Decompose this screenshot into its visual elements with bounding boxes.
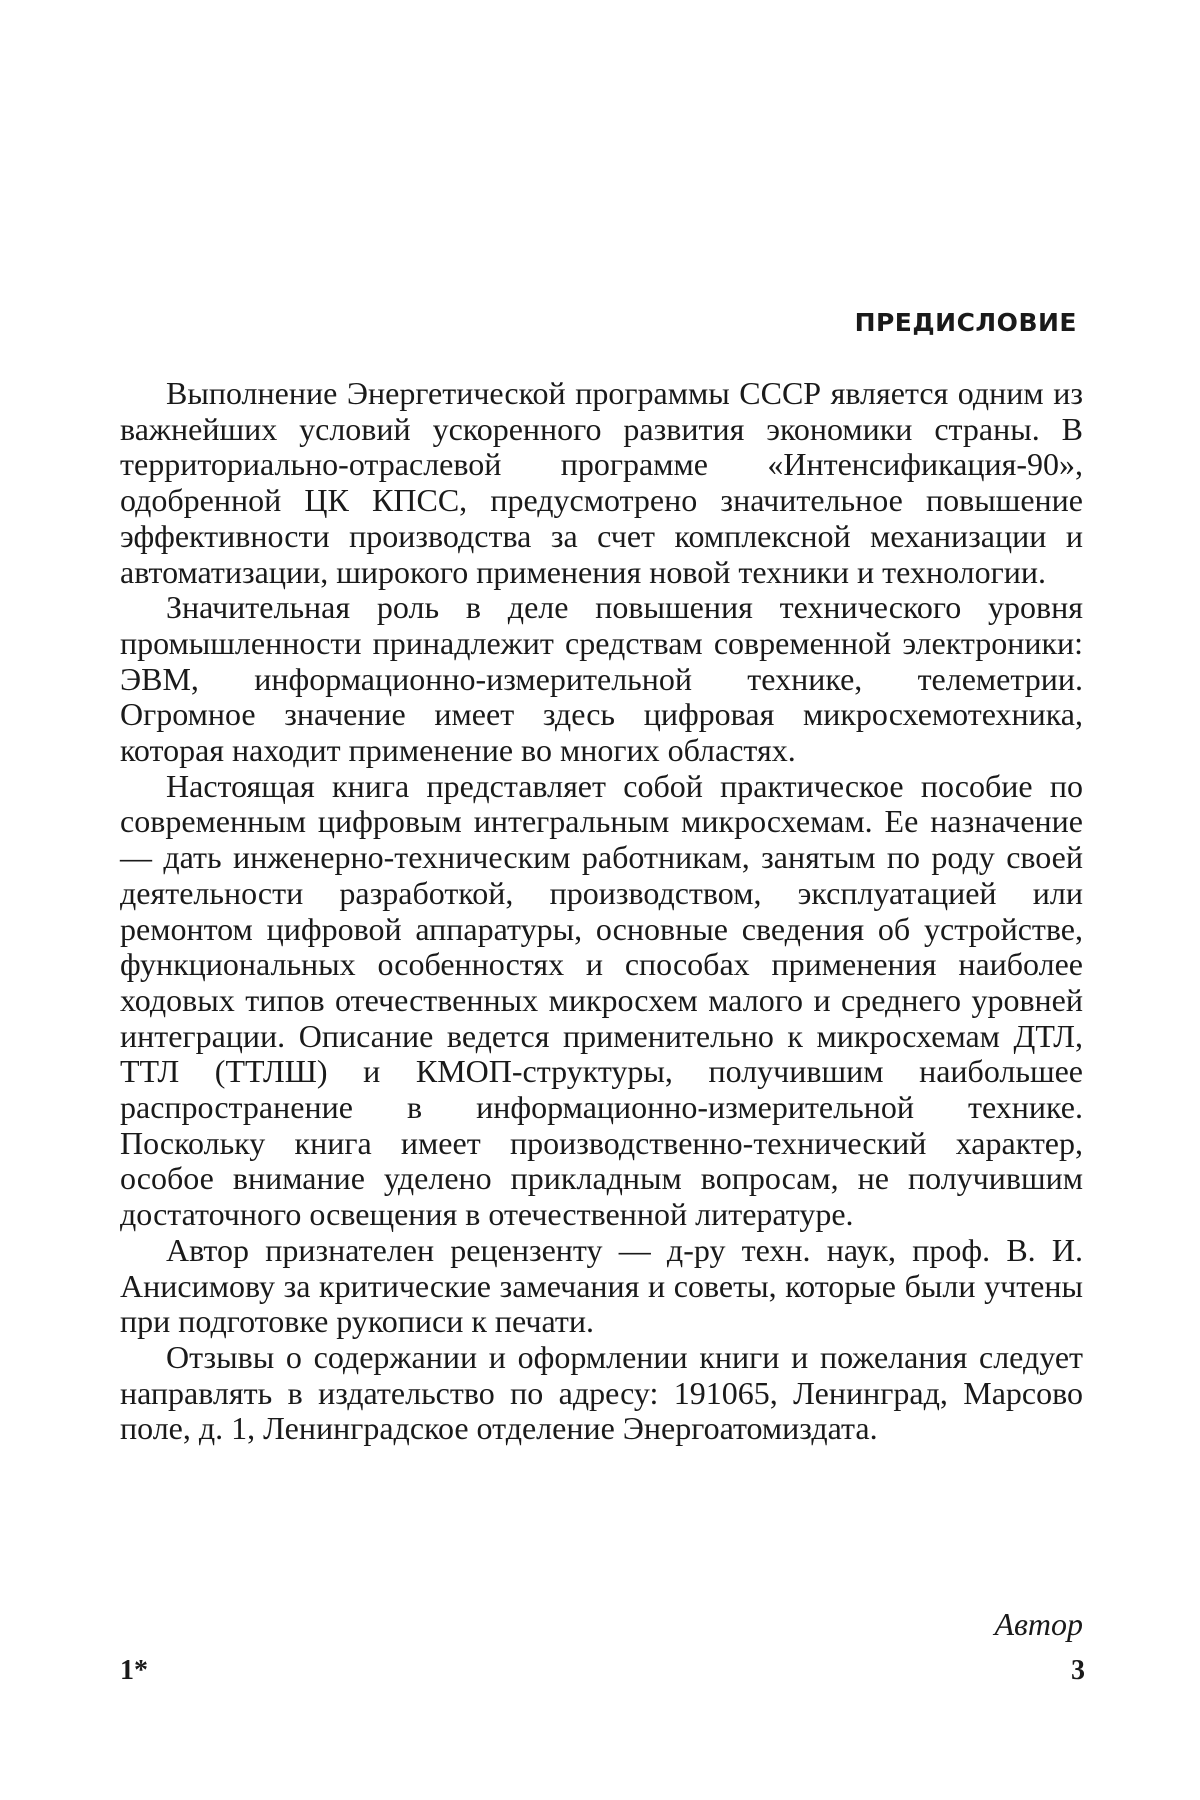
page-title: ПРЕДИСЛОВИЕ xyxy=(854,308,1077,337)
paragraph-feedback-address: Отзывы о содержании и оформлении книги и пожелания следует направлять в издательство по адресу: 191065, Ленинград, Марсово поле, д. 1, Ленинградское отделение Энергоатомиздата. xyxy=(120,1338,1083,1447)
author-signature: Автор xyxy=(994,1606,1083,1642)
page-number: 3 xyxy=(1071,1655,1085,1686)
paragraph-energy-program: Выполнение Энергетической программы СССР является одним из важнейших условий ускоренного развития экономики страны. В территориально-отраслевой программе «Интенсификация-90», одобренной ЦК КПСС, предусмотрено значительное повышение эффективности производства за счет комплексной механизации и автоматизации, широкого применения новой техники и технологии. xyxy=(120,375,1083,590)
signature-mark: 1* xyxy=(120,1655,148,1686)
paragraph-book-purpose: Настоящая книга представляет собой практическое пособие по современным цифровым интегральным микросхемам. Ее назначение — дать инженерно-техническим работникам, занятым по роду своей деятельности разработкой, производством, эксплуатацией или ремонтом цифровой аппаратуры, основные сведения об устройстве, функциональных особенностях и способах применения наиболее ходовых типов отечественных микросхем малого и среднего уровней интеграции. Описание ведется применительно к микросхемам ДТЛ, ТТЛ (ТТЛШ) и КМОП-структуры, получившим наибольшее распространение в информационно-измерительной технике. Поскольку книга имеет производственно-технический характер, особое внимание уделено прикладным вопросам, не получившим достаточного освещения в отечественной литературе. xyxy=(120,767,1083,1233)
preface-body xyxy=(120,376,1083,1447)
paragraph-electronics-role: Значительная роль в деле повышения технического уровня промышленности принадлежит средствам современной электроники: ЭВМ, информационно-измерительной технике, телеметрии. Огромное значение имеет здесь цифровая микросхемотехника, которая находит применение во многих областях. xyxy=(120,589,1083,769)
paragraph-acknowledgement: Автор признателен рецензенту — д-ру техн. наук, проф. В. И. Анисимову за критические замечания и советы, которые были учтены при подготовке рукописи к печати. xyxy=(120,1231,1083,1340)
